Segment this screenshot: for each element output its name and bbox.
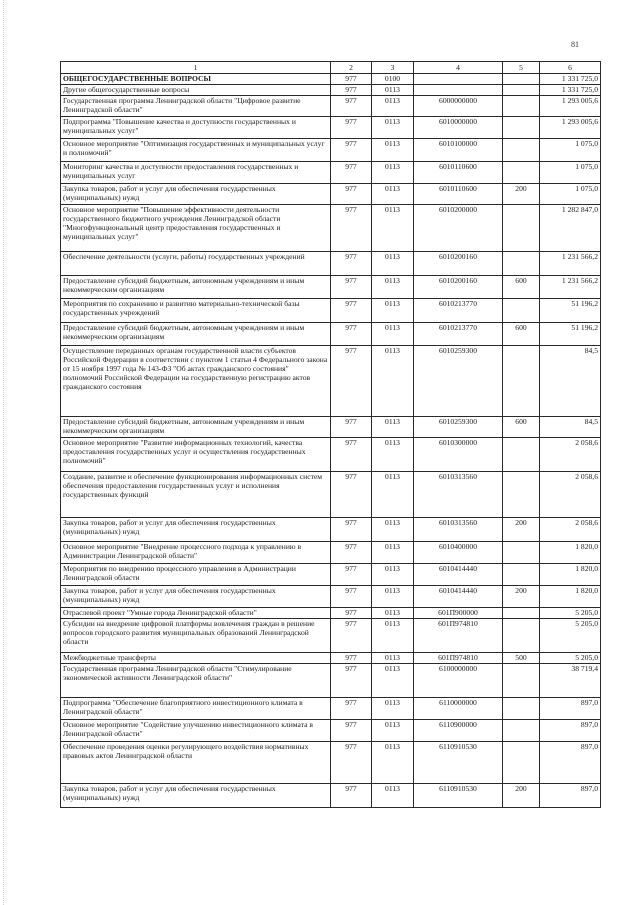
row-expense-type (503, 96, 540, 117)
row-expense-type: 200 (503, 518, 540, 542)
row-expense-type (503, 472, 540, 518)
row-section-code: 0113 (372, 346, 414, 417)
table-row (61, 85, 601, 96)
table-row (61, 608, 601, 619)
row-ministry-code: 977 (331, 472, 372, 518)
row-ministry-code: 977 (331, 276, 372, 299)
row-amount: 1 075,0 (540, 184, 601, 205)
row-section-code: 0113 (372, 117, 414, 139)
row-name-cell: Мониторинг качества и доступности предоставления государственных и муниципальных услуг (61, 162, 331, 184)
row-name-cell: Мероприятия по внедрению процессного управления в Администрации Ленинградской области (61, 564, 331, 586)
row-section-code: 0113 (372, 438, 414, 472)
row-target-article: 6010000000 (414, 117, 503, 139)
row-ministry-code: 977 (331, 139, 372, 162)
row-name-cell: Предоставление субсидий бюджетным, автономным учреждениям и иным некоммерческим организациям (61, 417, 331, 438)
row-section-code: 0113 (372, 586, 414, 608)
row-name-cell: Государственная программа Ленинградской области "Цифровое развитие Ленинградской области" (61, 96, 331, 117)
header-col-4: 4 (414, 62, 503, 74)
row-name-cell: Подпрограмма "Повышение качества и доступности государственных и муниципальных услуг" (61, 117, 331, 139)
row-ministry-code: 977 (331, 438, 372, 472)
row-target-article (414, 74, 503, 85)
row-target-article: 6010259300 (414, 346, 503, 417)
row-name-cell: Создание, развитие и обеспечение функционирования информационных систем обеспечения предоставления государственных услуг и исполнения государственных функций (61, 472, 331, 518)
row-ministry-code: 977 (331, 653, 372, 664)
row-ministry-code: 977 (331, 346, 372, 417)
table-row (61, 96, 601, 117)
table-row (61, 742, 601, 784)
row-expense-type: 600 (503, 323, 540, 346)
row-target-article: 6110000000 (414, 698, 503, 720)
row-section-code: 0113 (372, 162, 414, 184)
row-ministry-code: 977 (331, 742, 372, 784)
table-row (61, 276, 601, 299)
row-target-article: 6010200000 (414, 205, 503, 252)
table-row (61, 74, 601, 85)
table-row (61, 252, 601, 276)
row-ministry-code: 977 (331, 542, 372, 564)
row-ministry-code: 977 (331, 564, 372, 586)
row-target-article: 6010259300 (414, 417, 503, 438)
row-ministry-code: 977 (331, 608, 372, 619)
header-col-5: 5 (503, 62, 540, 74)
row-amount: 897,0 (540, 720, 601, 742)
row-expense-type (503, 117, 540, 139)
row-ministry-code: 977 (331, 184, 372, 205)
row-target-article: 6010100000 (414, 139, 503, 162)
row-target-article: 6110910530 (414, 742, 503, 784)
table-row (61, 472, 601, 518)
row-name-cell: Закупка товаров, работ и услуг для обеспечения государственных (муниципальных) нужд (61, 586, 331, 608)
row-section-code: 0113 (372, 299, 414, 323)
row-expense-type (503, 608, 540, 619)
budget-table (60, 61, 601, 808)
row-name-cell: Основное мероприятие "Содействие улучшению инвестиционного климата в Ленинградской области" (61, 720, 331, 742)
row-section-code: 0113 (372, 653, 414, 664)
row-section-code: 0113 (372, 252, 414, 276)
table-row (61, 698, 601, 720)
row-section-code: 0113 (372, 276, 414, 299)
row-amount: 1 231 566,2 (540, 252, 601, 276)
row-section-code: 0113 (372, 784, 414, 808)
table-header-row (61, 62, 601, 74)
table-row (61, 139, 601, 162)
row-section-code: 0113 (372, 184, 414, 205)
row-expense-type (503, 698, 540, 720)
row-section-code: 0113 (372, 742, 414, 784)
table-row (61, 438, 601, 472)
row-name-cell: Предоставление субсидий бюджетным, автономным учреждениям и иным некоммерческим организациям (61, 276, 331, 299)
row-expense-type (503, 619, 540, 653)
row-expense-type: 500 (503, 653, 540, 664)
row-name-cell: Основное мероприятие "Внедрение процессного подхода к управлению в Администрации Ленинградской области" (61, 542, 331, 564)
row-expense-type (503, 74, 540, 85)
row-amount: 1 820,0 (540, 542, 601, 564)
row-target-article: 6110910530 (414, 784, 503, 808)
row-section-code: 0113 (372, 664, 414, 698)
row-ministry-code: 977 (331, 96, 372, 117)
row-name-cell: Мероприятия по сохранению и развитию материально-технической базы государственных учреждений (61, 299, 331, 323)
row-section-code: 0113 (372, 542, 414, 564)
row-target-article (414, 85, 503, 96)
row-target-article: 6100000000 (414, 664, 503, 698)
row-ministry-code: 977 (331, 162, 372, 184)
row-ministry-code: 977 (331, 417, 372, 438)
row-amount: 1 820,0 (540, 586, 601, 608)
table-row (61, 619, 601, 653)
row-name-cell: Основное мероприятие "Оптимизация государственных и муниципальных услуг и полномочий" (61, 139, 331, 162)
row-expense-type: 200 (503, 586, 540, 608)
row-target-article: 601П900000 (414, 608, 503, 619)
row-amount: 51 196,2 (540, 323, 601, 346)
header-col-6: 6 (540, 62, 601, 74)
table-row (61, 117, 601, 139)
row-target-article: 6010110600 (414, 162, 503, 184)
row-section-code: 0100 (372, 74, 414, 85)
row-expense-type: 600 (503, 417, 540, 438)
row-amount: 2 058,6 (540, 438, 601, 472)
table-row (61, 184, 601, 205)
row-section-code: 0113 (372, 720, 414, 742)
row-section-code: 0113 (372, 698, 414, 720)
row-target-article: 601П974810 (414, 619, 503, 653)
row-amount: 1 293 005,6 (540, 96, 601, 117)
row-ministry-code: 977 (331, 784, 372, 808)
row-expense-type (503, 162, 540, 184)
table-row (61, 518, 601, 542)
row-section-code: 0113 (372, 205, 414, 252)
row-expense-type (503, 205, 540, 252)
header-col-2: 2 (331, 62, 372, 74)
row-ministry-code: 977 (331, 299, 372, 323)
row-target-article: 6010213770 (414, 323, 503, 346)
row-ministry-code: 977 (331, 664, 372, 698)
row-ministry-code: 977 (331, 323, 372, 346)
row-ministry-code: 977 (331, 85, 372, 96)
row-section-code: 0113 (372, 472, 414, 518)
row-amount: 1 293 005,6 (540, 117, 601, 139)
row-target-article: 6010414440 (414, 564, 503, 586)
row-amount: 84,5 (540, 346, 601, 417)
scan-edge (0, 0, 4, 905)
table-row (61, 720, 601, 742)
row-section-code: 0113 (372, 518, 414, 542)
row-expense-type (503, 346, 540, 417)
row-target-article: 6010400000 (414, 542, 503, 564)
row-expense-type: 200 (503, 184, 540, 205)
table-row (61, 586, 601, 608)
row-amount: 1 282 847,0 (540, 205, 601, 252)
row-name-cell: ОБЩЕГОСУДАРСТВЕННЫЕ ВОПРОСЫ (61, 74, 331, 85)
row-ministry-code: 977 (331, 252, 372, 276)
row-target-article: 6010213770 (414, 299, 503, 323)
row-ministry-code: 977 (331, 698, 372, 720)
row-amount: 897,0 (540, 698, 601, 720)
row-section-code: 0113 (372, 96, 414, 117)
table-body (61, 74, 601, 808)
row-name-cell: Закупка товаров, работ и услуг для обеспечения государственных (муниципальных) нужд (61, 784, 331, 808)
row-amount: 2 058,6 (540, 518, 601, 542)
row-name-cell: Предоставление субсидий бюджетным, автономным учреждениям и иным некоммерческим организациям (61, 323, 331, 346)
row-name-cell: Основное мероприятие "Повышение эффективности деятельности государственного бюджетного учреждения Ленинградской области "Многофункциональный центр предоставления государственных и муниципальных услуг" (61, 205, 331, 252)
row-name-cell: Обеспечение деятельности (услуги, работы) государственных учреждений (61, 252, 331, 276)
row-ministry-code: 977 (331, 74, 372, 85)
row-amount: 84,5 (540, 417, 601, 438)
row-name-cell: Субсидии на внедрение цифровой платформы вовлечения граждан в решение вопросов городского развития муниципальных образований Ленинградской области (61, 619, 331, 653)
row-name-cell: Подпрограмма "Обеспечение благоприятного инвестиционного климата в Ленинградской области" (61, 698, 331, 720)
row-expense-type (503, 664, 540, 698)
row-ministry-code: 977 (331, 720, 372, 742)
header-col-3: 3 (372, 62, 414, 74)
table-row (61, 299, 601, 323)
row-section-code: 0113 (372, 619, 414, 653)
page-number: 81 (571, 40, 579, 49)
row-amount: 1 331 725,0 (540, 74, 601, 85)
row-target-article: 6010414440 (414, 586, 503, 608)
row-target-article: 601П974810 (414, 653, 503, 664)
row-name-cell: Государственная программа Ленинградской области "Стимулирование экономической активности Ленинградской области" (61, 664, 331, 698)
row-amount: 897,0 (540, 742, 601, 784)
row-ministry-code: 977 (331, 619, 372, 653)
row-amount: 38 719,4 (540, 664, 601, 698)
table-row (61, 346, 601, 417)
row-amount: 5 205,0 (540, 653, 601, 664)
row-ministry-code: 977 (331, 518, 372, 542)
row-ministry-code: 977 (331, 586, 372, 608)
row-amount: 1 331 725,0 (540, 85, 601, 96)
row-expense-type: 200 (503, 784, 540, 808)
row-section-code: 0113 (372, 417, 414, 438)
row-expense-type (503, 720, 540, 742)
row-target-article: 6010200160 (414, 252, 503, 276)
row-amount: 897,0 (540, 784, 601, 808)
table-row (61, 564, 601, 586)
row-expense-type (503, 742, 540, 784)
row-ministry-code: 977 (331, 205, 372, 252)
row-section-code: 0113 (372, 564, 414, 586)
row-target-article: 6010300000 (414, 438, 503, 472)
row-target-article: 6010313560 (414, 472, 503, 518)
table-row (61, 542, 601, 564)
row-name-cell: Межбюджетные трансферты (61, 653, 331, 664)
row-target-article: 6000000000 (414, 96, 503, 117)
table-row (61, 664, 601, 698)
row-expense-type (503, 85, 540, 96)
row-amount: 1 231 566,2 (540, 276, 601, 299)
table-row (61, 162, 601, 184)
row-section-code: 0113 (372, 85, 414, 96)
table-row (61, 323, 601, 346)
row-target-article: 6010313560 (414, 518, 503, 542)
row-expense-type (503, 564, 540, 586)
row-amount: 1 075,0 (540, 139, 601, 162)
row-expense-type: 600 (503, 276, 540, 299)
row-expense-type (503, 252, 540, 276)
row-section-code: 0113 (372, 608, 414, 619)
table-row (61, 784, 601, 808)
row-target-article: 6010110600 (414, 184, 503, 205)
row-target-article: 6110900000 (414, 720, 503, 742)
row-amount: 5 205,0 (540, 608, 601, 619)
row-section-code: 0113 (372, 139, 414, 162)
row-target-article: 6010200160 (414, 276, 503, 299)
row-name-cell: Закупка товаров, работ и услуг для обеспечения государственных (муниципальных) нужд (61, 518, 331, 542)
header-col-1: 1 (61, 62, 331, 74)
row-amount: 1 820,0 (540, 564, 601, 586)
row-name-cell: Другие общегосударственные вопросы (61, 85, 331, 96)
row-section-code: 0113 (372, 323, 414, 346)
table-row (61, 653, 601, 664)
row-amount: 2 058,6 (540, 472, 601, 518)
row-amount: 5 205,0 (540, 619, 601, 653)
row-expense-type (503, 299, 540, 323)
row-name-cell: Отраслевой проект "Умные города Ленинградской области" (61, 608, 331, 619)
row-expense-type (503, 542, 540, 564)
row-name-cell: Обеспечение проведения оценки регулирующего воздействия нормативных правовых актов Ленинградской области (61, 742, 331, 784)
row-amount: 51 196,2 (540, 299, 601, 323)
row-expense-type (503, 139, 540, 162)
row-ministry-code: 977 (331, 117, 372, 139)
row-name-cell: Закупка товаров, работ и услуг для обеспечения государственных (муниципальных) нужд (61, 184, 331, 205)
table-row (61, 417, 601, 438)
row-expense-type (503, 438, 540, 472)
row-name-cell: Осуществление переданных органам государственной власти субъектов Российской Федерации в соответствии с пунктом 1 статьи 4 Федерального закона от 15 ноября 1997 года № 143-ФЗ "Об актах гражданского состояния" полномочий Российской Федерации на государственную регистрацию актов гражданского состояния (61, 346, 331, 417)
row-amount: 1 075,0 (540, 162, 601, 184)
table-row (61, 205, 601, 252)
row-name-cell: Основное мероприятие "Развитие информационных технологий, качества предоставления государственных услуг и осуществления государственных полномочий" (61, 438, 331, 472)
